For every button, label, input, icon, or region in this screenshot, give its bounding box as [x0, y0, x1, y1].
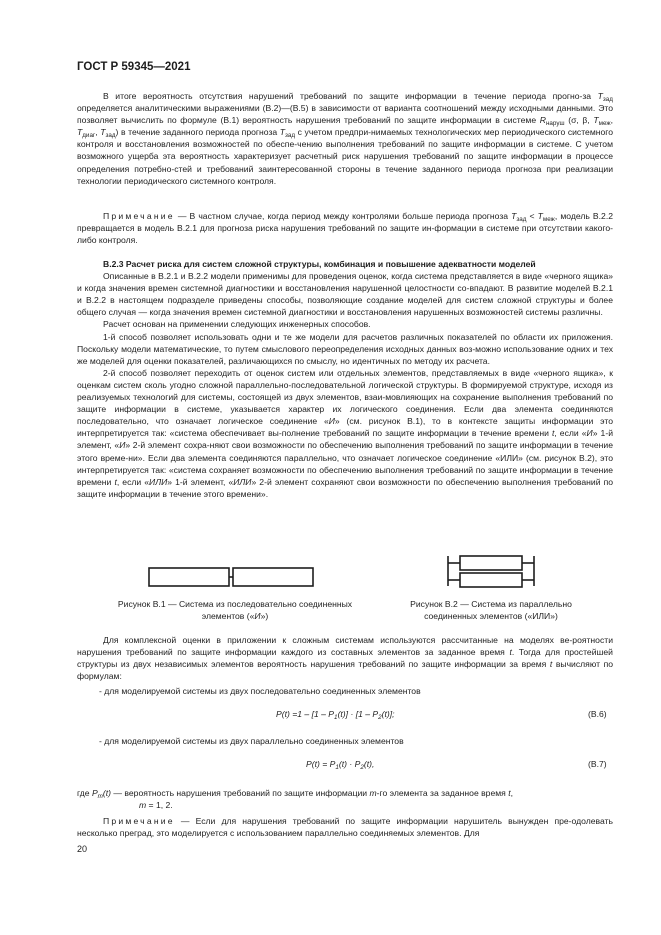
series-element-2	[233, 568, 313, 586]
paragraph-risk-conclusion: В итоге вероятность отсутствия нарушений требований по защите информации в течение периода прогно-за $T_{зад}$ определяется аналитическими выражениями (В.2)—(В.5) в зависимости от варианта соотношений между исходными данными. Это позволяет вычислить по формуле (В.1) вероятность нарушения требований по защите информации в системе $R_{наруш}$ (σ, β, $T_{меж}$, $T_{диаг}$, $T_{зад}$) в течение заданного периода прогноза $T_{зад}$ с учетом предпри-нимаемых технологических мер периодического системного контроля и восстановления возможностей по обеспе-чению выполнения требований по защите информации в системе. С учетом возможного ущерба эта вероятность характеризует расчетный риск нарушения требований по защите информации в процессе определения потребно-стей и требований заинтересованной стороны в течение заданного периода прогноза при реализации технологии периодического системного контроля.	[77, 91, 613, 186]
formula-b7-number: (В.7)	[588, 759, 607, 769]
list-item-series: - для моделируемой системы из двух последовательно соединенных элементов	[99, 686, 421, 696]
figure-parallel-diagram	[444, 553, 538, 589]
section-paragraph: Расчет основан на применении следующих инженерных способов.	[103, 319, 371, 330]
series-element-1	[149, 568, 229, 586]
parallel-element-2	[460, 573, 522, 587]
parallel-element-1	[460, 556, 522, 570]
section-paragraph: Описанные в В.2.1 и В.2.2 модели применимы для проведения оценок, когда система представляется в виде «черного ящика» и когда значения времен системной диагностики и восстановления нарушенной целостности со-впадают. В развитие моделей В.2.1 и В.2.2 в настоящем подразделе приведены способы, позволяющие создание моделей для систем сложной структуры и более общего случая — когда значения времен системной диагностики и восстановления нарушенных возможностей системы различны.	[77, 271, 613, 318]
section-paragraph: 2-й способ позволяет переходить от оценок систем или отдельных элементов, представляемых в виде «черного ящика», к оценкам систем сколь угодно сложной параллельно-последовательной логической структуры. В формируемой структуре, исходя из реализуемых технологий для системы, состоящей из двух элементов, взаи-мовлияющих на сохранение выполнения требований по защите информации в системе, указывается характер их логического соединения. Если два элемента соединяются последовательно, что означает логическое соединение «И» (см. рисунок В.1), то в контексте защиты информации это интерпретируется так: «система обеспечивает вы-полнение требований по защите информации в течение времени t, если «И» 1-й элемент, «И» 2-й элемент сохра-няют свои возможности по обеспечению выполнения требований по защите информации в течение этого време-ни». Если два элемента соединяются параллельно, что означает логическое соединение «ИЛИ» (см. рисунок В.2), это интерпретируется так: «система сохраняет возможности по обеспечению выполнения требований по защите информации в течение времени t, если «ИЛИ» 1-й элемент, «ИЛИ» 2-й элемент сохраняют свои возможности по обеспечению выполнения требований по защите информации в течение этого времени».	[77, 367, 614, 499]
standard-header: ГОСТ Р 59345—2021	[77, 61, 191, 73]
figure-2-caption: Рисунок В.2 — Система из параллельно соединенных элементов («ИЛИ»)	[410, 599, 572, 621]
list-item-parallel: - для моделируемой системы из двух параллельно соединенных элементов	[99, 736, 404, 746]
formula-b6-number: (В.6)	[588, 709, 607, 719]
formula-b6: $P(t) =1 - [1 - P_1(t)] \cdot [1 - P_2(t)]$;	[276, 709, 395, 721]
section-paragraph: 1-й способ позволяет использовать одни и те же модели для расчетов различных показателей по области их приложения. Поскольку модели математические, то путем смыслового переопределения исходных данных воз-можно использование одних и тех же моделей для оценки показателей, различающихся по смыслу, но идентичных по методу их расчета.	[77, 331, 613, 366]
page-number: 20	[77, 844, 88, 854]
formula-b7: $P(t) = P_1(t) \cdot P_2(t)$,	[306, 759, 375, 771]
note-special-case: Примечание — В частном случае, когда период между контролями больше периода прогноза $T_{зад} < T_{меж}$, модель В.2.2 превращается в модель В.2.1 для прогноза риска нарушения требований по защите ин-формации в системе при отсутствии какого-либо контроля.	[77, 211, 613, 246]
formula-explanation: где $P_m(t)$ — вероятность нарушения требований по защите информации m-го элемента за заданное время t, m = 1, 2.	[77, 788, 513, 811]
paragraph-complex-estimate: Для комплексной оценки в приложении к сложным системам используются рассчитанные на моделях ве-роятности нарушения требований по защите информации каждого из составных элементов за заданное время t. Тогда для простейшей структуры из двух независимых элементов вероятность нарушения требований по защите информации за время t вычисляют по формулам:	[77, 635, 614, 682]
figure-1-caption: Рисунок В.1 — Система из последовательно соединенных элементов («И»)	[117, 599, 353, 621]
note-barriers: Примечание — Если для нарушения требований по защите информации нарушитель вынужден пре-одолевать несколько преград, это моделируется с использованием параллельно соединяемых элементов. Для	[77, 816, 613, 839]
section-b23	[77, 258, 613, 500]
figure-series-diagram	[148, 565, 314, 589]
section-heading: В.2.3 Расчет риска для систем сложной структуры, комбинация и повышение адекватности моделей	[103, 259, 536, 269]
